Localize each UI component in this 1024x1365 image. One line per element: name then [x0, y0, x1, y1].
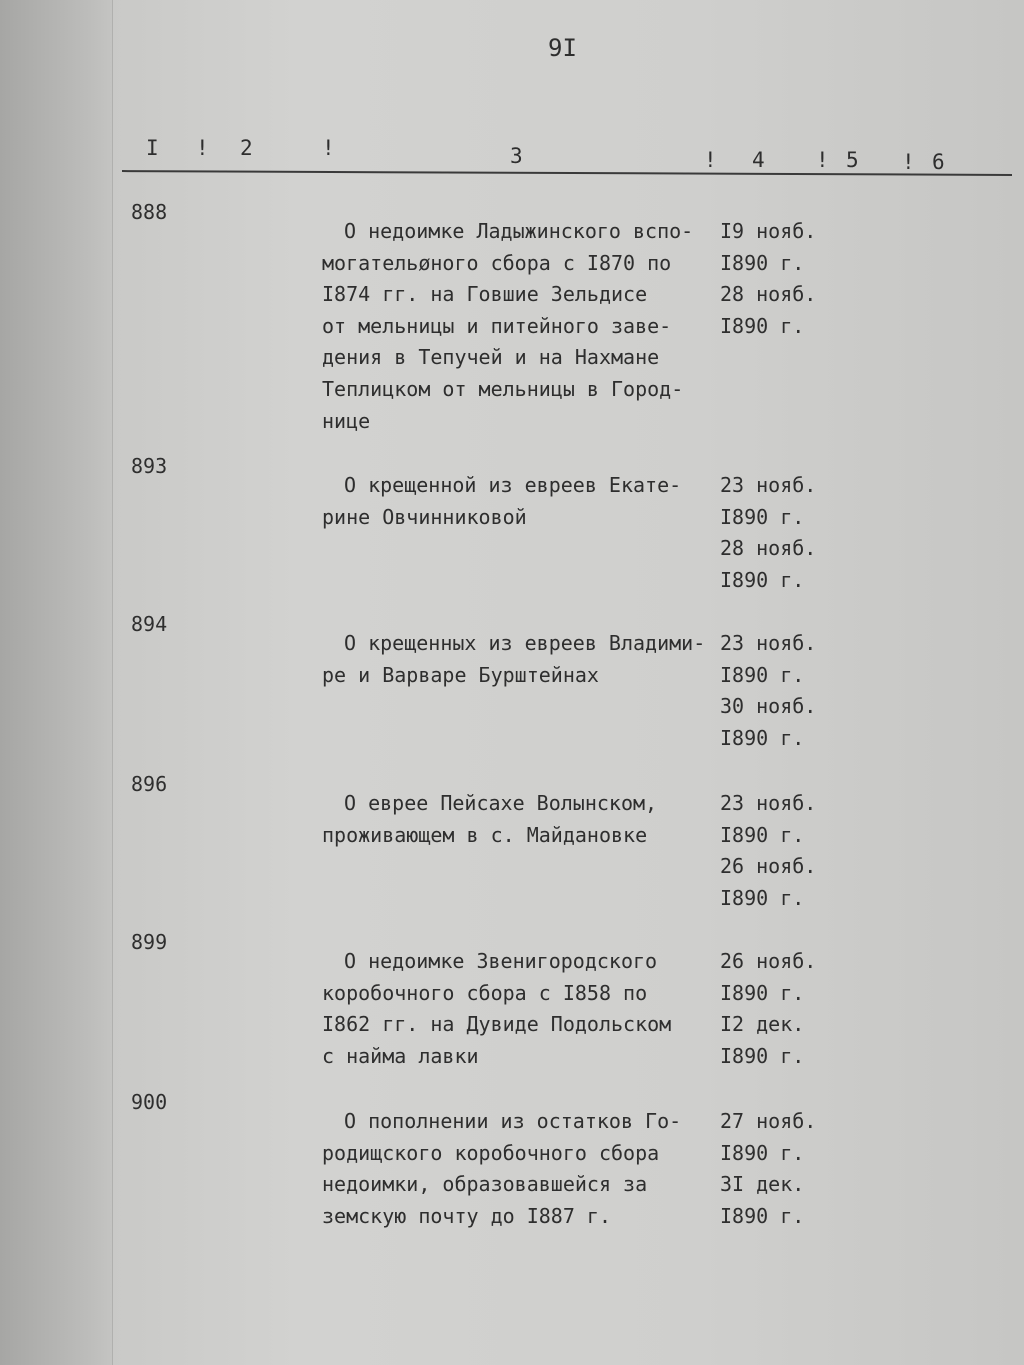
entry-dates: [720, 946, 816, 1072]
date-line: I2 дек.: [720, 1012, 805, 1037]
date-line: 28 нояб.: [720, 536, 817, 561]
description-line: рине Овчинниковой: [322, 504, 527, 529]
date-line: I890 г.: [720, 980, 805, 1005]
entry-description: [322, 1106, 722, 1232]
description-line: могательøного сбора с I870 по: [322, 250, 672, 275]
description-line: О еврее Пейсахе Волынском,: [344, 791, 658, 815]
date-line: I890 г.: [720, 822, 805, 847]
date-line: 30 нояб.: [720, 694, 817, 719]
date-line: I890 г.: [720, 1140, 805, 1165]
date-line: 23 нояб.: [720, 473, 817, 497]
header-rule: [122, 170, 1012, 176]
entry-number: 894: [131, 612, 168, 636]
description-line: О крещенной из евреев Екате-: [344, 473, 682, 497]
book-fold: [0, 0, 113, 1365]
date-line: 23 нояб.: [720, 791, 817, 815]
date-line: I890 г.: [720, 1203, 805, 1228]
entry-dates: [720, 1106, 816, 1232]
date-line: I9 нояб.: [720, 219, 817, 243]
description-line: от мельницы и питейного заве-: [322, 313, 672, 338]
description-line: О недоимке Ладыжинского вспо-: [344, 219, 694, 243]
col-separator: !: [322, 136, 335, 160]
entry-number: 896: [131, 772, 168, 796]
date-line: I890 г.: [720, 725, 805, 750]
col-separator: !: [196, 136, 209, 160]
description-line: проживающем в с. Майдановке: [322, 822, 648, 847]
description-line: ре и Варваре Бурштейнах: [322, 662, 599, 687]
description-line: О недоимке Звенигородского: [344, 949, 658, 973]
entry-dates: [720, 216, 816, 342]
date-line: 27 нояб.: [720, 1109, 817, 1133]
description-line: I874 гг. на Говшие Зельдисе: [322, 282, 648, 307]
column-header: [130, 136, 1010, 174]
entry-number: 888: [131, 200, 168, 224]
date-line: 23 нояб.: [720, 631, 817, 655]
col-6-label: 6: [932, 150, 945, 174]
description-line: О крещенных из евреев Владими-: [344, 631, 706, 655]
entry-description: [322, 628, 722, 691]
col-separator: !: [816, 148, 829, 172]
date-line: I890 г.: [720, 504, 805, 529]
date-line: 26 нояб.: [720, 949, 817, 973]
description-line: недоимки, образовавшейся за: [322, 1172, 648, 1197]
date-line: I890 г.: [720, 662, 805, 687]
date-line: I890 г.: [720, 1043, 805, 1068]
description-line: дения в Тепучей и на Нахмане: [322, 345, 660, 370]
date-line: I890 г.: [720, 250, 805, 275]
entry-number: 893: [131, 454, 168, 478]
description-line: О пополнении из остатков Го-: [344, 1109, 682, 1133]
description-line: родищского коробочного сбора: [322, 1140, 660, 1165]
date-line: I890 г.: [720, 885, 805, 910]
entry-dates: [720, 470, 816, 596]
description-line: Теплицком от мельницы в Город-: [322, 376, 684, 401]
date-line: I890 г.: [720, 313, 805, 338]
col-3-label: 3: [510, 144, 523, 168]
col-1-label: I: [146, 136, 159, 160]
description-line: коробочного сбора с I858 по: [322, 980, 648, 1005]
entry-dates: [720, 628, 816, 754]
entry-description: [322, 470, 722, 533]
entry-dates: [720, 788, 816, 914]
date-line: 3I дек.: [720, 1172, 805, 1197]
description-line: с найма лавки: [322, 1043, 479, 1068]
description-line: I862 гг. на Дувиде Подольском: [322, 1012, 672, 1037]
col-5-label: 5: [846, 148, 859, 172]
col-4-label: 4: [752, 148, 765, 172]
date-line: 28 нояб.: [720, 282, 817, 307]
entry-number: 900: [131, 1090, 168, 1114]
col-separator: !: [704, 148, 717, 172]
entry-number: 899: [131, 930, 168, 954]
date-line: I890 г.: [720, 567, 805, 592]
description-line: нице: [322, 408, 371, 433]
col-separator: !: [902, 150, 915, 174]
date-line: 26 нояб.: [720, 854, 817, 879]
description-line: земскую почту до I887 г.: [322, 1203, 611, 1228]
col-2-label: 2: [240, 136, 253, 160]
entry-description: [322, 946, 722, 1072]
page-number: 9I: [548, 34, 577, 62]
entry-description: [322, 788, 722, 851]
entry-description: [322, 216, 722, 437]
